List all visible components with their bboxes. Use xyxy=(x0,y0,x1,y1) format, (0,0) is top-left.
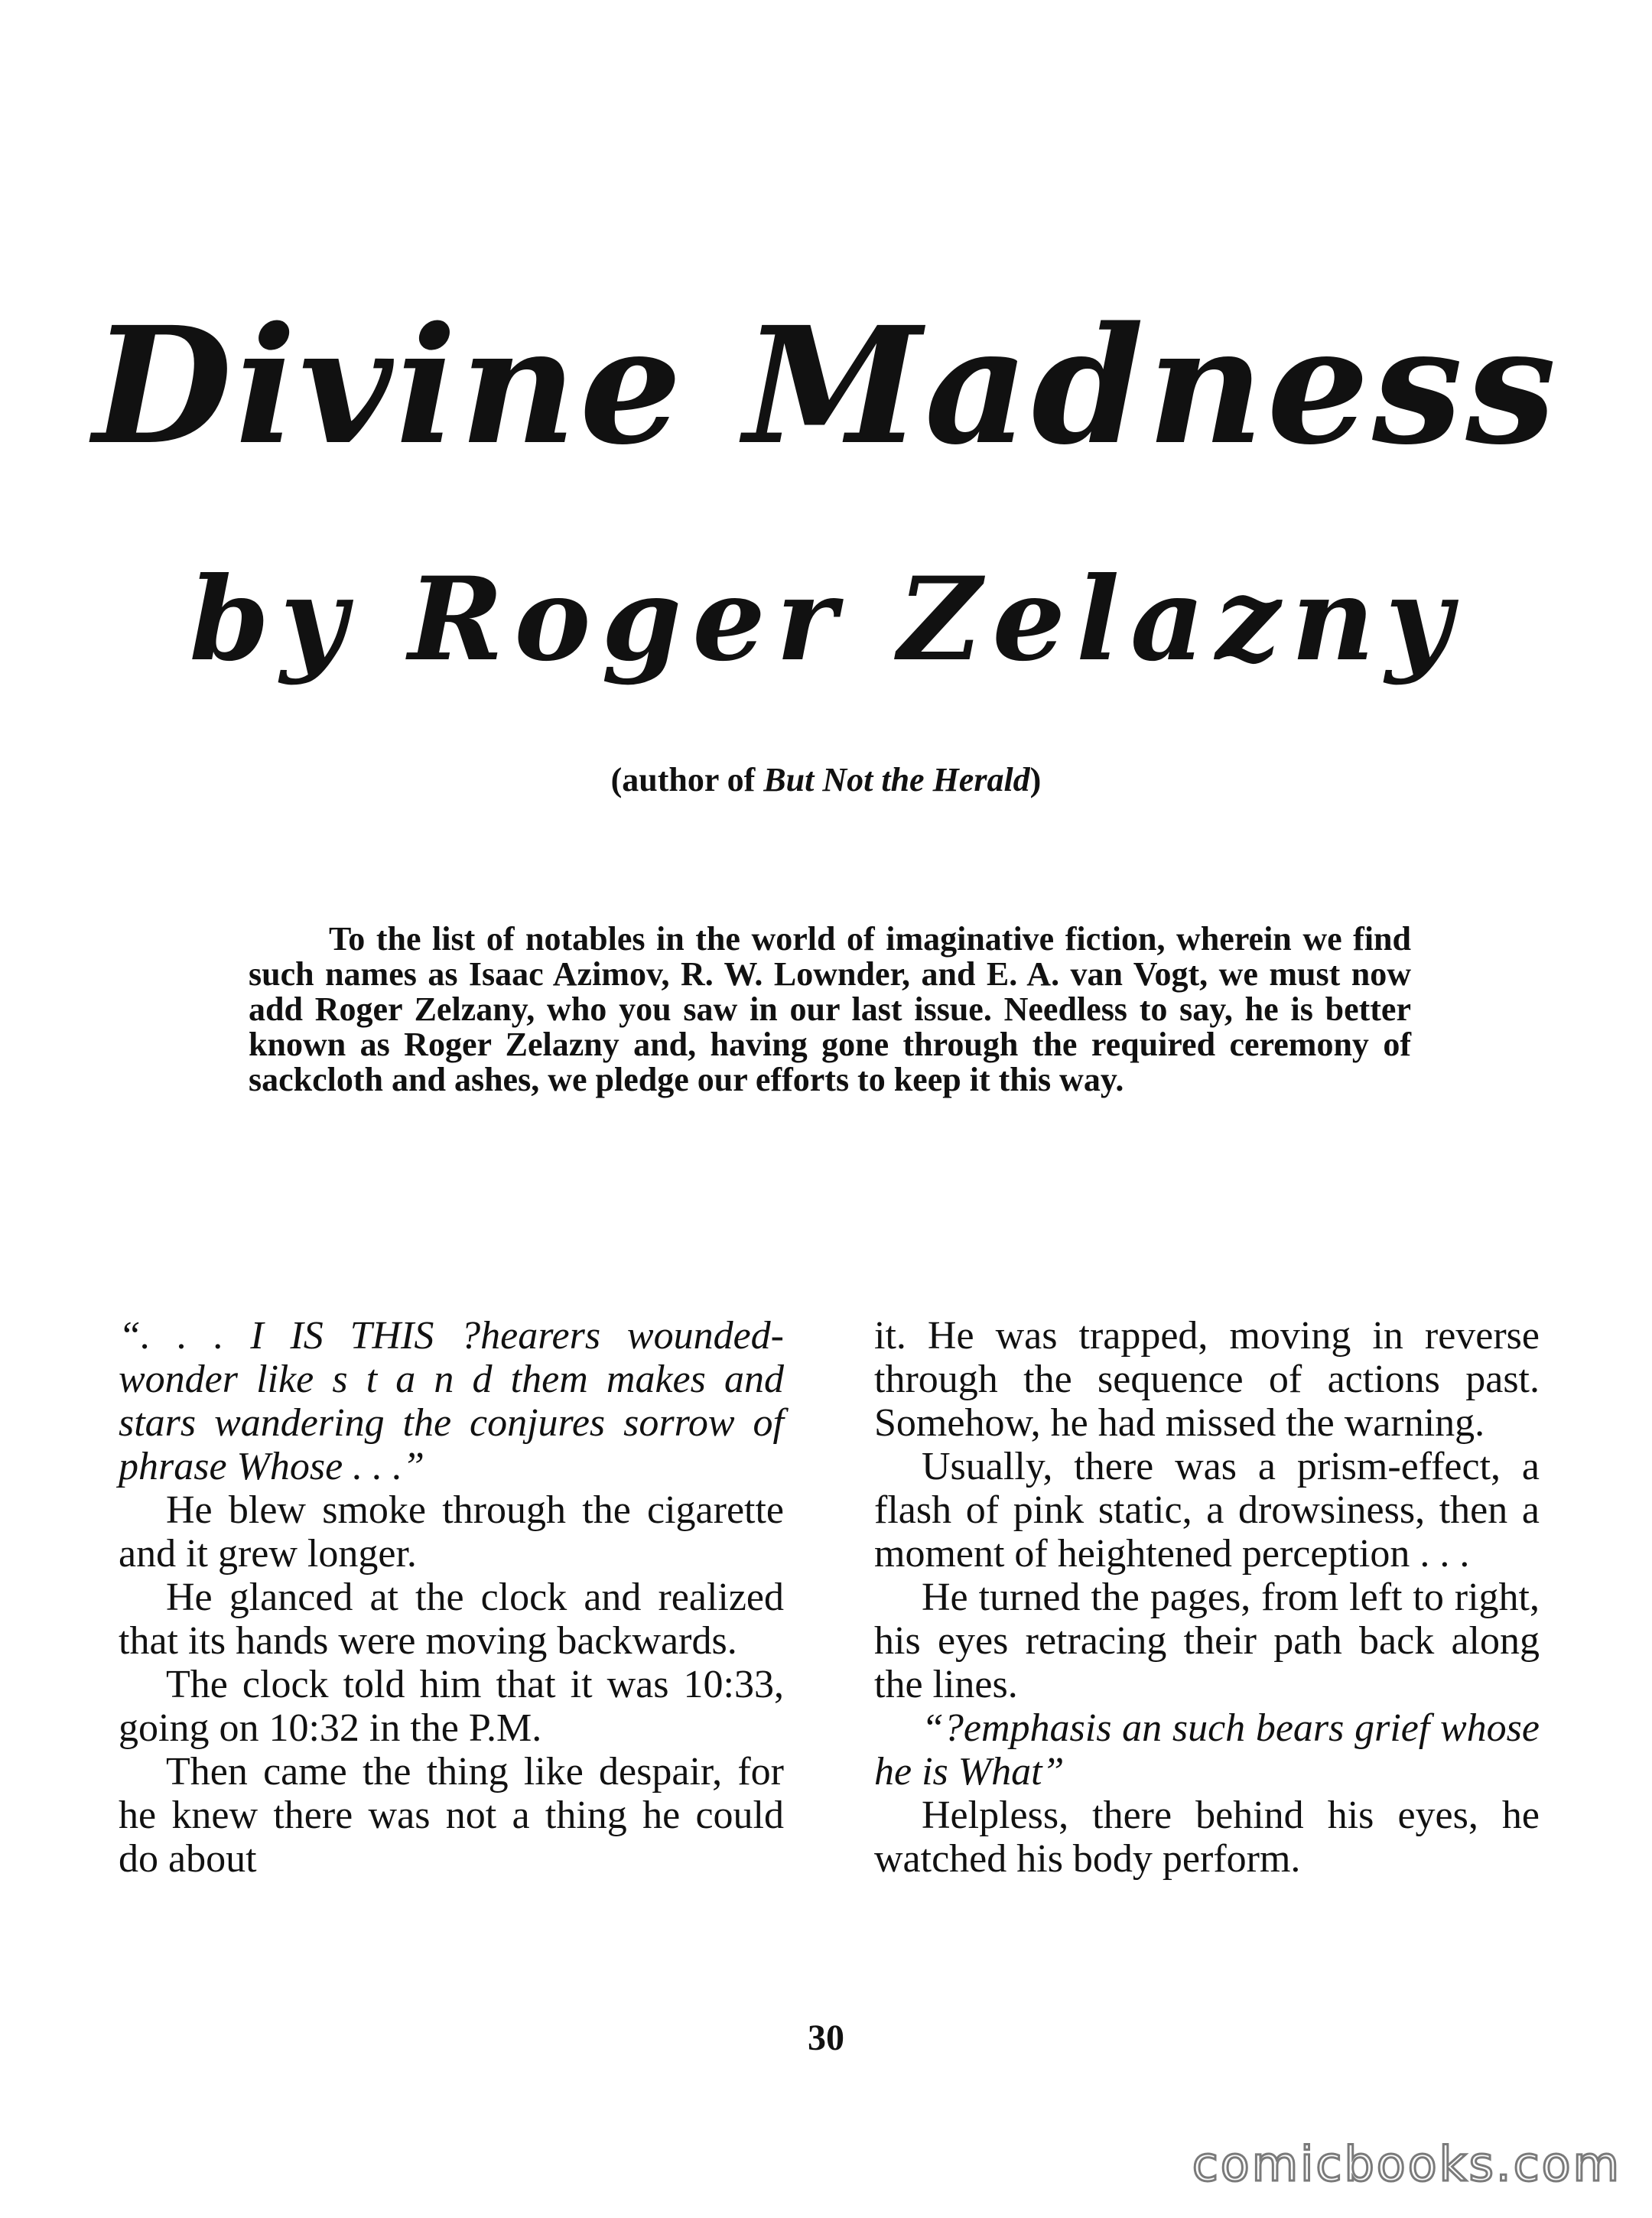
epigraph-paragraph: “. . . I IS THIS ?hearers wounded-wonder like s t a n d them makes and stars wandering the conjures sorrow of phrase Whose . . .” xyxy=(119,1314,784,1488)
credit-work-title: But Not the Herald xyxy=(763,761,1030,798)
left-column xyxy=(119,1314,784,1881)
body-paragraph: He turned the pages, from left to right, his eyes retracing their path back along the lines. xyxy=(874,1576,1540,1706)
body-paragraph: Then came the thing like despair, for he knew there was not a thing he could do about xyxy=(119,1750,784,1881)
body-paragraph: He glanced at the clock and realized that its hands were moving backwards. xyxy=(119,1576,784,1663)
page-number: 30 xyxy=(808,2018,844,2058)
editor-introduction: To the list of notables in the world of imaginative fiction, wherein we find such names as Isaac Azimov, R. W. Lownder, and E. A. van Vogt, we must now add Roger Zelzany, who you saw in our last issue. Needless to say, he is better known as Roger Zelazny and, having gone through the required ceremony of sackcloth and ashes, we pledge our efforts to keep it this way. xyxy=(249,920,1411,1098)
credit-prefix: (author of xyxy=(610,761,764,798)
story-title: Divine Madness xyxy=(93,291,1559,480)
body-paragraph: it. He was trapped, moving in reverse through the sequence of actions past. Somehow, he had missed the warning. xyxy=(874,1314,1540,1445)
credit-suffix: ) xyxy=(1029,761,1042,798)
body-paragraph: Helpless, there behind his eyes, he watched his body perform. xyxy=(874,1794,1540,1881)
right-column xyxy=(874,1314,1540,1881)
body-paragraph: Usually, there was a prism-effect, a flash of pink static, a drowsiness, then a moment of heightened perception . . . xyxy=(874,1445,1540,1576)
body-paragraph: He blew smoke through the cigarette and it grew longer. xyxy=(119,1488,784,1576)
site-watermark: comicbooks.com xyxy=(1192,2136,1621,2192)
author-byline: by Roger Zelazny xyxy=(189,552,1463,687)
author-credit xyxy=(0,757,1652,803)
body-paragraph: The clock told him that it was 10:33, going on 10:32 in the P.M. xyxy=(119,1663,784,1750)
quoted-phrase-paragraph: “?emphasis an such bears grief whose he is What” xyxy=(874,1706,1540,1794)
